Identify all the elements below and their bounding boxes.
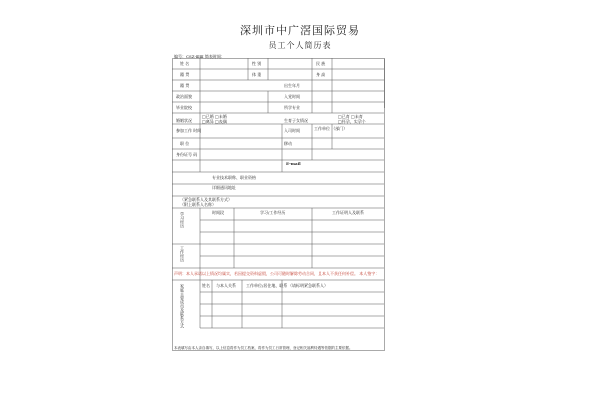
label-birth: 出生年月 — [284, 83, 300, 88]
label-children: 生育子女情况 — [284, 118, 308, 123]
label-contact-note-2: （附上联系人名称） — [180, 202, 216, 207]
label-name: 姓 名 — [180, 61, 190, 66]
form-table — [172, 58, 426, 354]
label-height: 体 重 — [252, 72, 262, 77]
label-job: 移动 — [284, 141, 292, 146]
section-work: 工作经历 — [180, 246, 185, 262]
label-major: 所学专业 — [284, 105, 300, 110]
marital-options-1: □已婚 □未婚 — [202, 114, 227, 119]
label-political: 政治面貌 — [176, 94, 192, 99]
label-address: 详细通讯地址 — [212, 185, 236, 190]
label-join-date: 入党时间 — [284, 94, 300, 99]
children-options-1: □已育 □未育 — [338, 114, 363, 119]
family-col-unit: 工作单位/居住地、联系 — [246, 283, 288, 288]
family-col-emergency: （请标明紧急联系人） — [288, 283, 328, 288]
label-skills: 专业技术职称、职业资格 — [212, 175, 256, 180]
declaration-text: 声明：本人承诺以上情况均属实，若因提交资料虚假，公司可随时解除劳动合同，且本人不获任何补偿。 本人签字： — [174, 271, 380, 276]
study-col-time: 时间段 — [212, 210, 224, 215]
label-blood: 籍 贯 — [180, 83, 190, 88]
form-title: 员工个人简历表 — [268, 41, 332, 50]
doc-number: 编号：CSZ-ⅢⅢ 简表时间： — [174, 54, 225, 59]
family-col-name: 姓名 — [202, 283, 210, 288]
label-age: 民 族 — [316, 61, 326, 66]
label-idcard: 身份证号 码 — [176, 152, 198, 157]
label-edu: 毕业院校 — [176, 105, 192, 110]
children-options-2: □怀孕，实孕个 — [338, 119, 366, 124]
footer-note: 本表填写由本人亲自填写，以上信息将作为员工档案，将作为员工日常管理、登记相关福利待遇等依据的主要依据。 — [174, 346, 353, 350]
company-title: 深圳市中广滘国际贸易 — [240, 24, 360, 37]
marital-options-2: □离异 □丧偶 — [202, 119, 227, 124]
study-col-history: 学习/工作经历 — [260, 210, 286, 215]
label-position: 职 位 — [180, 141, 190, 146]
study-col-reference: 工作证明人及联系 — [332, 210, 364, 215]
label-weight: 身 高 — [316, 72, 326, 77]
label-contact-note: （紧急联系人及其联系方式） — [180, 197, 232, 202]
label-email: E-mail — [286, 161, 301, 166]
label-gender: 性 别 — [252, 61, 262, 66]
section-study: 学习经历 — [180, 212, 185, 228]
label-work-date: 参加工作 时间 — [176, 128, 202, 133]
label-work-unit: 工作单位 （部门） — [314, 126, 348, 131]
section-family: 家庭主要成员及联系方式 — [180, 284, 185, 328]
family-col-relation: 与本人关系 — [216, 283, 236, 288]
label-entry-date: 入司时间 — [284, 128, 300, 133]
label-marital: 婚姻状况 — [176, 118, 192, 123]
label-native: 籍 贯 — [180, 72, 190, 77]
